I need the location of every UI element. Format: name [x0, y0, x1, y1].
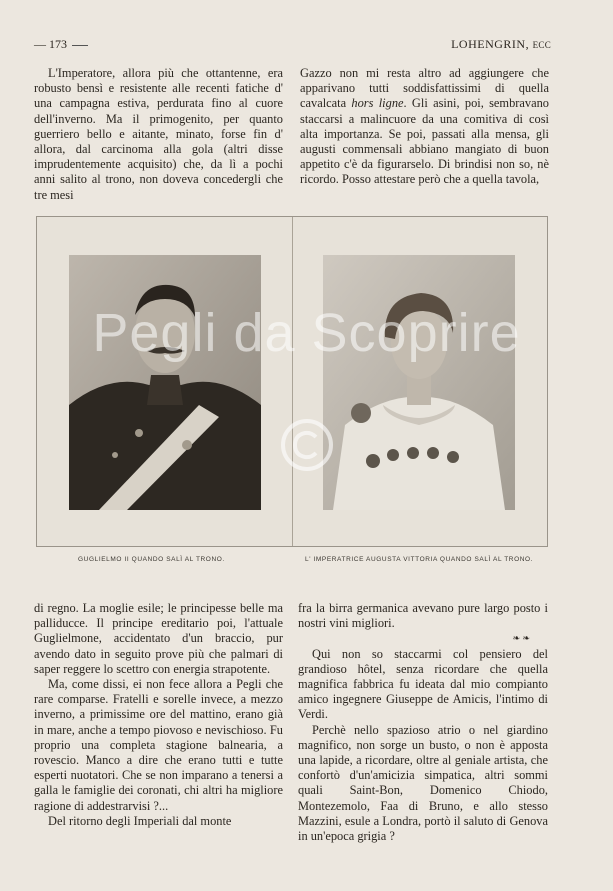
column-top-right	[300, 66, 549, 188]
running-title-text: LOHENGRIN,	[451, 37, 530, 51]
fleuron-ornament: ❧ ❧	[512, 633, 530, 644]
paragraph: Ma, come dissi, ei non fece allora a Pegli che rare comparse. Fratelli e sorelle invece, a mezzo inverno, a primissime ore del mattino, erano già in mare, anche a tempo piovoso e nevischioso. Fu proprio una completa stagione balnearia, a rovescio. Manco a dire che erano tutti e tutte esperti nuotatori. Che se non imparano a tenersi a galla le famiglie dei coronati, chi altri ha migliore ragione di addestrarvisi ?...	[34, 677, 283, 813]
paragraph	[300, 66, 549, 188]
portrait-empress-photo	[323, 255, 515, 510]
paragraph: fra la birra germanica avevano pure largo posto i nostri vini migliori.	[298, 601, 548, 631]
caption-left: GUGLIELMO II QUANDO SALÌ AL TRONO.	[78, 556, 225, 563]
running-title-suffix: ECC	[532, 40, 551, 50]
watermark-text: Pegli da Scoprire	[92, 303, 521, 363]
plate-divider	[292, 217, 293, 546]
page-number-value: 173	[49, 37, 67, 51]
photo-plate	[36, 216, 548, 547]
copyright-watermark-icon	[280, 418, 334, 472]
paragraph: Qui non so staccarmi col pensiero del grandioso hôtel, senza ricordare che quella magnifica fabbrica fu ideata dal mio compianto amico ingegnere Giuseppe de Amicis, l'intimo di Verdi.	[298, 646, 548, 722]
text-run: . Gli asini, poi, sembravano staccarsi a malincuore da una comitiva di così alta importanza. Se poi, passati alla mensa, gli augusti commensali abbiano mangiato di buon appetito c'è da figurarselo. Di brindisi non so, nè ricordo. Posso attestare però che a quella tavola,	[300, 96, 549, 187]
header-rule	[72, 45, 88, 46]
column-bottom-right	[298, 601, 548, 844]
paragraph: Del ritorno degli Imperiali dal monte	[48, 813, 232, 828]
text-run: Gazzo non mi resta altro ad aggiungere che apparivano tutti soddisfattissimi di quella cavalcata	[300, 66, 549, 111]
paragraph: di regno. La moglie esile; le principesse belle ma palliducce. Il principe ereditario poi, l'attuale Guglielmone, accidentato d'un braccio, pur avendo dato in seguito prove più che palmari di saper reggere lo scettro con energia strapotente.	[34, 601, 283, 676]
italic-phrase: hors ligne	[351, 96, 404, 111]
page-number: — 173	[34, 37, 67, 51]
column-bottom-left	[34, 601, 283, 829]
column-top-left	[34, 66, 283, 203]
paragraph: L'Imperatore, allora più che ottantenne, era robusto bensì e resistente alle recenti fatiche d' una campagna estiva, perdurata fino al cuore dell'inverno. Ma il primogenito, per quanto guerriero bello e aitante, minato, forse fin d' allora, dal carcinoma alla gola (altri disse imprudentemente acquisito) che, da lì a pochi anni salito al trono, non doveva concedergli che tre mesi	[34, 66, 283, 202]
running-title	[451, 37, 551, 52]
caption-right: L' IMPERATRICE AUGUSTA VITTORIA QUANDO SALÌ AL TRONO.	[305, 556, 534, 563]
paragraph: Perchè nello spazioso atrio o nel giardino magnifico, non sorge un busto, o non è apposta una lapide, a ricordare, oltre al geniale artista, che confortò d'un'amicizia simpatica, altri sommi quali Saint-Bon, Domenico Chiodo, Montezemolo, Faa di Bruno, e allo stesso Mazzini, esule a Londra, portò il saluto di Genova in un'epoca grigia ?	[298, 722, 548, 844]
portrait-emperor-photo	[69, 255, 261, 510]
